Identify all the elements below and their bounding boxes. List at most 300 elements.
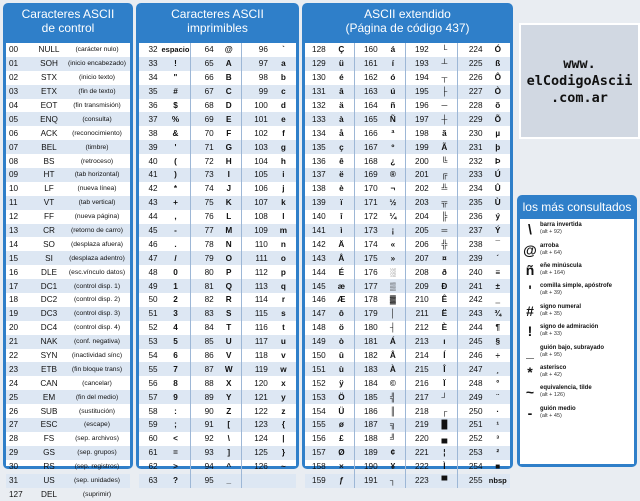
char-glyph: ‗ [486, 293, 510, 307]
table-row [139, 474, 296, 488]
char-desc: (timbre) [64, 140, 130, 154]
consulted-text [540, 243, 634, 257]
char-glyph: [ [217, 418, 241, 432]
char-code: 205 [405, 224, 432, 238]
char-glyph: Õ [486, 112, 510, 126]
char-glyph: = [161, 446, 191, 460]
char-desc: (escape) [64, 418, 130, 432]
char-code: 121 [241, 390, 271, 404]
table-row [139, 279, 296, 293]
char-code: 54 [139, 349, 161, 363]
char-code: 189 [354, 446, 381, 460]
char-code: 37 [139, 112, 161, 126]
char-glyph: . [161, 237, 191, 251]
char-glyph: espacio [161, 43, 191, 57]
char-glyph: 2 [161, 293, 191, 307]
char-code: 156 [305, 432, 329, 446]
char-code: 190 [354, 460, 381, 474]
char-code: 213 [405, 335, 432, 349]
char-glyph: ó [381, 71, 405, 85]
char-code: 127 [6, 488, 34, 501]
char-code: 192 [405, 43, 432, 57]
char-code: 69 [190, 112, 216, 126]
char-code: 32 [139, 43, 161, 57]
table-row [6, 140, 130, 154]
char-code: 126 [241, 460, 271, 474]
char-glyph: g [271, 140, 296, 154]
char-glyph: " [161, 71, 191, 85]
char-code: 91 [190, 418, 216, 432]
char-code: 231 [457, 140, 485, 154]
char-glyph: b [271, 71, 296, 85]
char-code: 145 [305, 279, 329, 293]
table-row [6, 251, 130, 265]
list-item [520, 301, 634, 321]
char-glyph: ┬ [432, 71, 457, 85]
char-code: 64 [190, 43, 216, 57]
char-glyph: Z [217, 404, 241, 418]
char-abbr: RS [34, 460, 64, 474]
char-desc: (conf. negativa) [64, 335, 130, 349]
char-glyph: Q [217, 279, 241, 293]
char-code: 73 [190, 168, 216, 182]
char-glyph: v [271, 349, 296, 363]
table-row [305, 432, 510, 446]
char-abbr: VT [34, 196, 64, 210]
char-code: 20 [6, 321, 34, 335]
char-abbr: GS [34, 446, 64, 460]
table-row [305, 307, 510, 321]
char-abbr: CAN [34, 376, 64, 390]
char-glyph: 8 [161, 376, 191, 390]
char-glyph: c [271, 85, 296, 99]
table-row [139, 335, 296, 349]
char-code: 219 [405, 418, 432, 432]
char-glyph: ü [329, 57, 354, 71]
consulted-text [540, 365, 634, 379]
char-glyph: K [217, 196, 241, 210]
char-glyph: ╬ [432, 237, 457, 251]
char-abbr: ESC [34, 418, 64, 432]
char-glyph: + [161, 196, 191, 210]
char-glyph: î [329, 210, 354, 224]
consulted-shortcut: (alt + 92) [540, 229, 634, 236]
char-code: 168 [354, 154, 381, 168]
char-code: 98 [241, 71, 271, 85]
char-code: 133 [305, 112, 329, 126]
char-code: 36 [139, 99, 161, 113]
char-code: 01 [6, 57, 34, 71]
char-code: 185 [354, 390, 381, 404]
char-glyph: ~ [271, 460, 296, 474]
char-code: 159 [305, 474, 329, 488]
consulted-title: equivalencia, tilde [540, 385, 634, 392]
char-glyph: I [217, 168, 241, 182]
consulted-title: eñe minúscula [540, 263, 634, 270]
char-glyph: ¢ [381, 446, 405, 460]
consulted-symbol: ~ [520, 384, 540, 400]
char-code: 47 [139, 251, 161, 265]
char-abbr: SO [34, 237, 64, 251]
control-chars-panel [3, 3, 133, 469]
char-code: 191 [354, 474, 381, 488]
consulted-shortcut: (alt + 35) [540, 311, 634, 318]
char-code: 27 [6, 418, 34, 432]
char-abbr: SI [34, 251, 64, 265]
char-code: 193 [405, 57, 432, 71]
char-code: 155 [305, 418, 329, 432]
char-code: 45 [139, 224, 161, 238]
table-row [6, 168, 130, 182]
char-glyph: ¡ [381, 224, 405, 238]
table-row [305, 265, 510, 279]
consulted-shortcut: (alt + 42) [540, 372, 634, 379]
char-glyph: Â [381, 349, 405, 363]
table-row [6, 265, 130, 279]
char-code: 115 [241, 307, 271, 321]
char-code: 153 [305, 390, 329, 404]
char-glyph: Û [486, 182, 510, 196]
char-glyph: █ [432, 418, 457, 432]
char-code: 209 [405, 279, 432, 293]
consulted-title: comilla simple, apóstrofe [540, 283, 634, 290]
consulted-symbol: ñ [520, 262, 540, 278]
char-code: 171 [354, 196, 381, 210]
char-glyph: V [217, 349, 241, 363]
char-abbr: US [34, 474, 64, 488]
char-glyph: ª [381, 126, 405, 140]
char-glyph: ╠ [432, 210, 457, 224]
char-code: 249 [457, 390, 485, 404]
char-code: 09 [6, 168, 34, 182]
char-glyph: » [381, 251, 405, 265]
char-code: 138 [305, 182, 329, 196]
char-code: 148 [305, 321, 329, 335]
char-glyph: - [161, 224, 191, 238]
char-glyph: õ [486, 99, 510, 113]
char-code: 63 [139, 474, 161, 488]
char-glyph: ║ [381, 404, 405, 418]
char-glyph: ² [486, 446, 510, 460]
char-glyph: á [381, 43, 405, 57]
char-glyph: ; [161, 418, 191, 432]
char-glyph: ð [432, 265, 457, 279]
char-code: 120 [241, 376, 271, 390]
char-glyph: ± [486, 279, 510, 293]
website-banner[interactable] [519, 23, 640, 139]
char-glyph: 1 [161, 279, 191, 293]
char-glyph: ° [486, 376, 510, 390]
char-glyph: Í [432, 349, 457, 363]
char-code: 125 [241, 446, 271, 460]
char-code: 62 [139, 460, 161, 474]
char-abbr: DEL [34, 488, 64, 501]
char-desc: (desplaza adentro) [64, 251, 130, 265]
char-abbr: ETX [34, 85, 64, 99]
table-row [305, 182, 510, 196]
char-glyph: ú [381, 85, 405, 99]
char-code: 55 [139, 362, 161, 376]
table-row [6, 460, 130, 474]
char-glyph: ▄ [432, 432, 457, 446]
char-glyph: æ [329, 279, 354, 293]
char-glyph: 4 [161, 321, 191, 335]
char-glyph: d [271, 99, 296, 113]
char-code: 68 [190, 99, 216, 113]
char-code: 146 [305, 293, 329, 307]
char-abbr: DC4 [34, 321, 64, 335]
char-code: 183 [354, 362, 381, 376]
char-glyph: ┼ [432, 112, 457, 126]
char-abbr: CR [34, 224, 64, 238]
consulted-symbol: @ [520, 242, 540, 258]
char-glyph: ≡ [486, 265, 510, 279]
char-code: 123 [241, 418, 271, 432]
char-code: 130 [305, 71, 329, 85]
char-code: 147 [305, 307, 329, 321]
char-glyph: B [217, 71, 241, 85]
char-code: 86 [190, 349, 216, 363]
char-abbr: SOH [34, 57, 64, 71]
table-row [139, 418, 296, 432]
char-glyph: k [271, 196, 296, 210]
char-code: 248 [457, 376, 485, 390]
char-glyph: ë [329, 168, 354, 182]
char-code: 03 [6, 85, 34, 99]
char-code: 40 [139, 154, 161, 168]
table-row [139, 237, 296, 251]
table-row [139, 293, 296, 307]
table-row [6, 293, 130, 307]
char-glyph: Ò [486, 85, 510, 99]
char-glyph: ╝ [381, 432, 405, 446]
char-abbr: LF [34, 182, 64, 196]
char-code: 246 [457, 349, 485, 363]
char-glyph: ╣ [381, 390, 405, 404]
char-glyph: f [271, 126, 296, 140]
char-code: 135 [305, 140, 329, 154]
table-row [6, 390, 130, 404]
char-glyph: ï [329, 196, 354, 210]
char-code: 13 [6, 224, 34, 238]
char-abbr: SYN [34, 349, 64, 363]
char-glyph: ¦ [432, 446, 457, 460]
char-abbr: BS [34, 154, 64, 168]
printable-chars-table [139, 43, 296, 466]
char-glyph: Ü [329, 404, 354, 418]
char-glyph: ì [329, 224, 354, 238]
char-desc: (cancelar) [64, 376, 130, 390]
char-code: 58 [139, 404, 161, 418]
table-row [6, 335, 130, 349]
char-abbr: STX [34, 71, 64, 85]
char-code: 229 [457, 112, 485, 126]
char-code: 83 [190, 307, 216, 321]
char-code: 60 [139, 432, 161, 446]
char-glyph: E [217, 112, 241, 126]
char-glyph: t [271, 321, 296, 335]
char-code: 22 [6, 349, 34, 363]
consulted-shortcut: (alt + 126) [540, 392, 634, 399]
char-code: 105 [241, 168, 271, 182]
char-code: 223 [405, 474, 432, 488]
char-glyph: ? [161, 474, 191, 488]
char-desc: (sep. grupos) [64, 446, 130, 460]
consulted-symbol: # [520, 303, 540, 319]
consulted-title: signo numeral [540, 304, 634, 311]
table-row [6, 182, 130, 196]
char-code: 212 [405, 321, 432, 335]
char-glyph: ã [432, 126, 457, 140]
char-code: 180 [354, 321, 381, 335]
table-row [6, 432, 130, 446]
char-abbr: EOT [34, 99, 64, 113]
char-code: 96 [241, 43, 271, 57]
extended-chars-panel [302, 3, 513, 469]
char-code: 106 [241, 182, 271, 196]
char-code: 141 [305, 224, 329, 238]
char-code: 250 [457, 404, 485, 418]
consulted-text [540, 283, 634, 297]
char-glyph: Ñ [381, 112, 405, 126]
char-code: 235 [457, 196, 485, 210]
char-glyph: ¿ [381, 154, 405, 168]
char-code: 131 [305, 85, 329, 99]
table-row [305, 210, 510, 224]
char-code: 116 [241, 321, 271, 335]
char-glyph: e [271, 112, 296, 126]
char-code: 18 [6, 293, 34, 307]
website-url: www. elCodigoAscii .com.ar [527, 56, 633, 107]
char-desc: (esc.vínculo datos) [64, 265, 130, 279]
char-code: 139 [305, 196, 329, 210]
char-glyph: / [161, 251, 191, 265]
table-row [139, 224, 296, 238]
char-code: 140 [305, 210, 329, 224]
char-glyph: S [217, 307, 241, 321]
table-row [139, 99, 296, 113]
table-row [139, 154, 296, 168]
char-code: 79 [190, 251, 216, 265]
char-code: 118 [241, 349, 271, 363]
char-glyph: ÿ [329, 376, 354, 390]
table-row [305, 460, 510, 474]
char-code: 217 [405, 390, 432, 404]
char-glyph: ¸ [486, 362, 510, 376]
char-code: 161 [354, 57, 381, 71]
char-code: 88 [190, 376, 216, 390]
char-glyph: Ë [432, 307, 457, 321]
consulted-symbol: \ [520, 221, 540, 237]
char-code: 44 [139, 210, 161, 224]
table-row [6, 446, 130, 460]
char-glyph: ³ [486, 432, 510, 446]
consulted-symbol: _ [520, 344, 540, 360]
char-glyph: & [161, 126, 191, 140]
char-code: 93 [190, 446, 216, 460]
char-desc: (sustitución) [64, 404, 130, 418]
char-abbr: DC1 [34, 279, 64, 293]
char-code: 252 [457, 432, 485, 446]
table-row [6, 126, 130, 140]
consulted-symbol: * [520, 364, 540, 380]
char-code: 24 [6, 376, 34, 390]
consulted-symbol: ' [520, 282, 540, 298]
char-glyph [271, 474, 296, 488]
char-glyph: Ù [486, 196, 510, 210]
char-glyph: < [161, 432, 191, 446]
char-glyph: ╦ [432, 196, 457, 210]
char-code: 220 [405, 432, 432, 446]
char-glyph: ß [486, 57, 510, 71]
char-glyph: ] [217, 446, 241, 460]
char-glyph: Ì [432, 460, 457, 474]
char-abbr: ETB [34, 362, 64, 376]
list-item [520, 362, 634, 382]
char-glyph: ½ [381, 196, 405, 210]
control-chars-table [6, 43, 130, 466]
table-row [139, 376, 296, 390]
table-row [139, 196, 296, 210]
char-glyph: ÷ [486, 349, 510, 363]
char-code: 28 [6, 432, 34, 446]
char-glyph: Ð [432, 279, 457, 293]
char-glyph: ` [271, 43, 296, 57]
char-glyph: · [486, 404, 510, 418]
char-code: 95 [190, 474, 216, 488]
char-code: 61 [139, 446, 161, 460]
char-glyph: ® [381, 168, 405, 182]
char-code: 75 [190, 196, 216, 210]
char-glyph: r [271, 293, 296, 307]
char-glyph: 9 [161, 390, 191, 404]
char-glyph: l [271, 210, 296, 224]
control-chars-title: Caracteres ASCII de control [3, 3, 133, 39]
char-code: 167 [354, 140, 381, 154]
char-glyph: ■ [486, 460, 510, 474]
char-code: 43 [139, 196, 161, 210]
char-code: 255 [457, 474, 485, 488]
char-code: 225 [457, 57, 485, 71]
char-code: 236 [457, 210, 485, 224]
char-code: 67 [190, 85, 216, 99]
char-code: 216 [405, 376, 432, 390]
char-code: 80 [190, 265, 216, 279]
table-row [139, 182, 296, 196]
char-glyph: % [161, 112, 191, 126]
char-code: 175 [354, 251, 381, 265]
char-code: 104 [241, 154, 271, 168]
char-code: 71 [190, 140, 216, 154]
char-glyph: ┴ [432, 57, 457, 71]
char-glyph: ¯ [486, 237, 510, 251]
table-row [305, 99, 510, 113]
char-code: 31 [6, 474, 34, 488]
char-desc: (sep. registros) [64, 460, 130, 474]
printable-chars-title: Caracteres ASCII imprimibles [136, 3, 299, 39]
char-code: 89 [190, 390, 216, 404]
char-glyph: 3 [161, 307, 191, 321]
extended-chars-title: ASCII extendido (Página de código 437) [302, 3, 513, 39]
char-desc: (carácter nulo) [64, 43, 130, 57]
char-code: 240 [457, 265, 485, 279]
consulted-symbol: ! [520, 323, 540, 339]
char-code: 224 [457, 43, 485, 57]
char-code: 99 [241, 85, 271, 99]
table-row [305, 279, 510, 293]
char-desc: (sep. unidades) [64, 474, 130, 488]
table-row [6, 376, 130, 390]
